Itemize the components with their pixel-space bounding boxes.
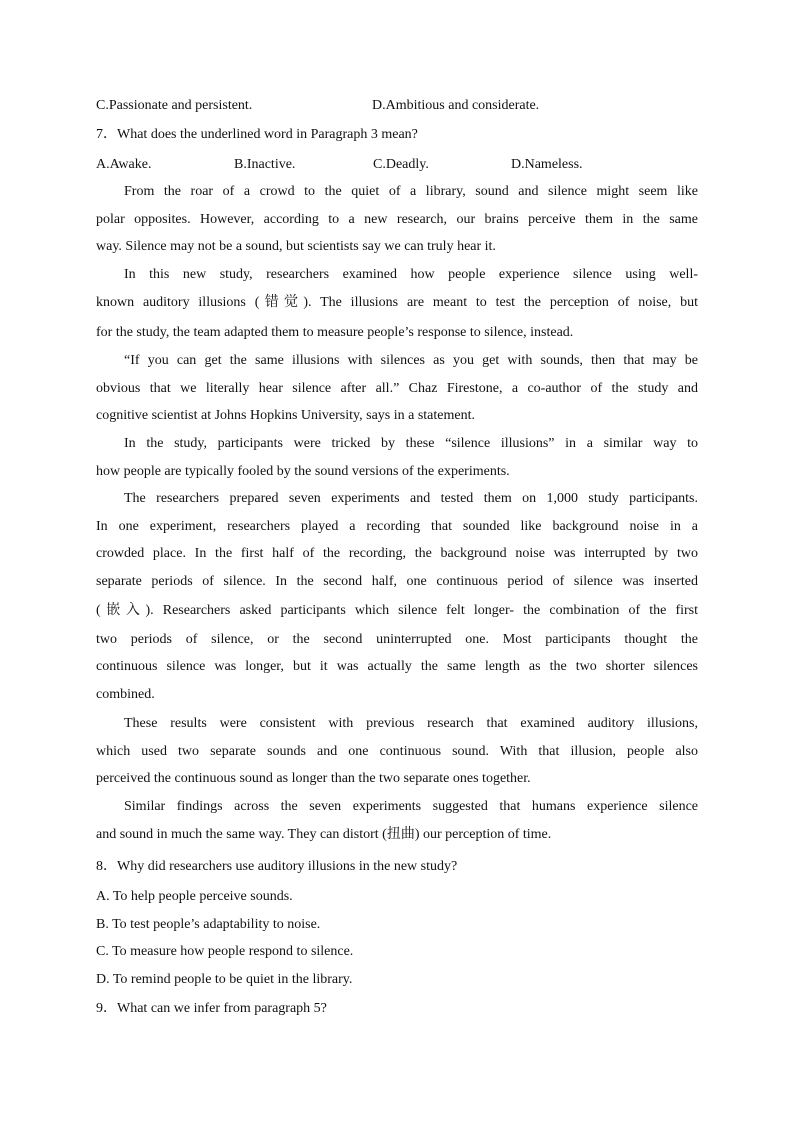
passage-line: Similar findings across the seven experiments suggested that humans experience silence: [124, 799, 698, 814]
passage-line: combined.: [96, 686, 155, 702]
q7-stem: 7．What does the underlined word in Paragraph 3 mean?: [96, 127, 418, 142]
q8-option-c: C. To measure how people respond to silence.: [96, 944, 354, 959]
passage-line: continuous silence was longer, but it was actually the same length as the two shorter silences: [96, 659, 698, 674]
passage-line: From the roar of a crowd to the quiet of a library, sound and silence might seem like: [124, 184, 698, 199]
passage-paragraph-6: [96, 715, 698, 798]
passage-line: (嵌入). Researchers asked participants which silence felt longer- the combination of the first: [96, 602, 698, 618]
passage-line: two periods of silence, or the second uninterrupted one. Most participants thought the: [96, 631, 698, 647]
q7-option-a: A.Awake.: [96, 157, 152, 172]
q6-option-c: C.Passionate and persistent.: [96, 98, 253, 113]
q9-stem: 9．What can we infer from paragraph 5?: [96, 1001, 327, 1016]
passage-paragraph-4: [96, 435, 698, 490]
passage-line: In the study, participants were tricked by these “silence illusions” in a similar way to: [124, 436, 698, 451]
passage-line: how people are typically fooled by the sound versions of the experiments.: [96, 463, 510, 479]
q8-option-d: D. To remind people to be quiet in the library.: [96, 972, 353, 987]
passage-line: separate periods of silence. In the second half, one continuous period of silence was inserted: [96, 573, 698, 589]
passage-line: These results were consistent with previous research that examined auditory illusions,: [124, 716, 698, 731]
passage-line: In this new study, researchers examined how people experience silence using well-: [124, 267, 698, 282]
passage-line: and sound in much the same way. They can distort (扭曲) our perception of time.: [96, 827, 552, 842]
q7-option-c: C.Deadly.: [373, 157, 429, 172]
passage-paragraph-5: [96, 490, 698, 713]
passage-line: “If you can get the same illusions with silences as you get with sounds, then that may be: [124, 353, 698, 368]
q8-option-a: A. To help people perceive sounds.: [96, 889, 293, 904]
passage-line: known auditory illusions (错觉). The illusions are meant to test the perception of noise, but: [96, 294, 698, 310]
passage-line: polar opposites. However, according to a new research, our brains perceive them in the same: [96, 211, 698, 227]
q7-option-d: D.Nameless.: [511, 157, 583, 172]
passage-line: cognitive scientist at Johns Hopkins University, says in a statement.: [96, 408, 475, 423]
passage-line: obvious that we literally hear silence after all.” Chaz Firestone, a co-author of the study and: [96, 380, 698, 396]
passage-line: for the study, the team adapted them to measure people’s response to silence, instead.: [96, 324, 574, 340]
passage-line: perceived the continuous sound as longer than the two separate ones together.: [96, 771, 531, 786]
passage-paragraph-2: [96, 266, 698, 351]
q8-stem: 8．Why did researchers use auditory illusions in the new study?: [96, 859, 458, 874]
passage-paragraph-3: [96, 352, 698, 435]
passage-paragraph-7: [96, 798, 698, 854]
passage-line: In one experiment, researchers played a recording that sounded like background noise in a: [96, 518, 698, 534]
q7-option-b: B.Inactive.: [234, 157, 296, 172]
passage-line: which used two separate sounds and one continuous sound. With that illusion, people also: [96, 743, 698, 759]
passage-line: crowded place. In the first half of the recording, the background noise was interrupted by two: [96, 546, 698, 561]
q6-option-d: D.Ambitious and considerate.: [372, 98, 540, 113]
passage-line: The researchers prepared seven experiments and tested them on 1,000 study participants.: [124, 491, 698, 506]
passage-line: way. Silence may not be a sound, but scientists say we can truly hear it.: [96, 239, 496, 254]
q8-option-b: B. To test people’s adaptability to noise.: [96, 917, 321, 932]
passage-paragraph-1: [96, 183, 698, 266]
